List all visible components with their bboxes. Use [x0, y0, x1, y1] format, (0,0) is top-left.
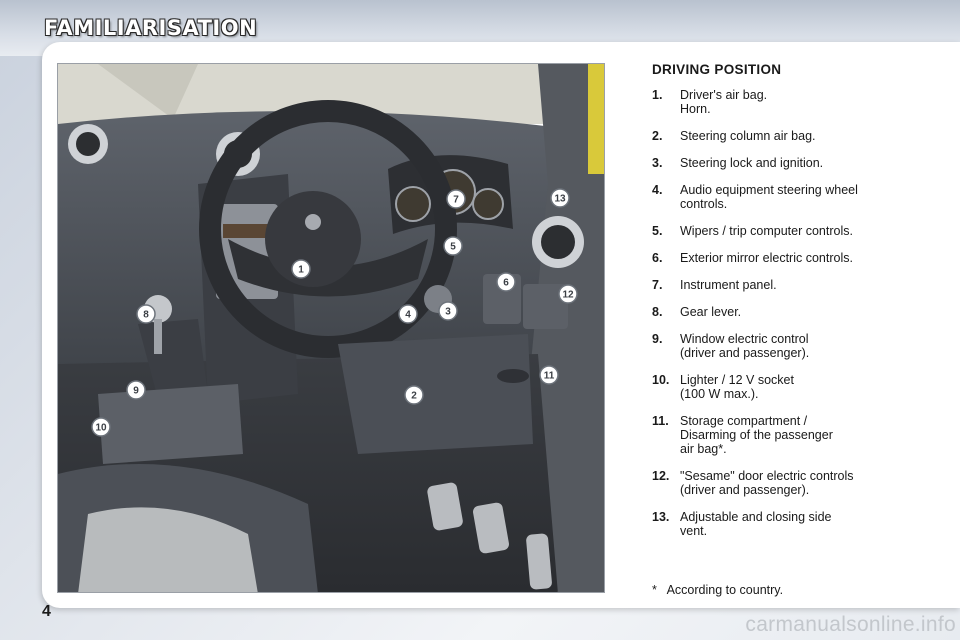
legend-item: [652, 414, 922, 456]
legend-text: Adjustable and closing side vent.: [680, 510, 832, 538]
right-gauge: [473, 189, 503, 219]
driving-position-photo: [57, 63, 605, 593]
callout-label: 9: [133, 385, 139, 397]
legend-number: 2.: [652, 129, 663, 143]
callout-marker: [292, 260, 310, 278]
gear-shaft: [154, 319, 162, 354]
watermark: carmanualsonline.info: [745, 613, 956, 636]
legend-item: [652, 332, 922, 360]
callout-label: 12: [562, 289, 574, 301]
legend-text: Steering column air bag.: [680, 129, 816, 143]
legend-number: 10.: [652, 373, 670, 387]
section-heading: DRIVING POSITION: [652, 62, 782, 77]
legend-text: Exterior mirror electric controls.: [680, 251, 853, 265]
legend-text: Driver's air bag. Horn.: [680, 88, 768, 116]
brand-badge: [305, 214, 321, 230]
glovebox-handle: [497, 369, 529, 383]
callout-marker: [399, 305, 417, 323]
callout-marker: [439, 302, 457, 320]
page-title: FAMILIARISATION: [44, 16, 258, 40]
legend-text: Lighter / 12 V socket (100 W max.).: [680, 373, 794, 401]
legend-number: 3.: [652, 156, 663, 170]
legend-text: Wipers / trip computer controls.: [680, 224, 853, 238]
legend-text: Window electric control (driver and passenger).: [680, 332, 810, 360]
callout-marker: [92, 418, 110, 436]
legend-number: 6.: [652, 251, 663, 265]
legend-list: [652, 88, 922, 538]
callout-label: 8: [143, 309, 149, 321]
legend-number: 7.: [652, 278, 663, 292]
legend-text: Audio equipment steering wheel controls.: [680, 183, 858, 211]
callout-label: 10: [95, 422, 107, 434]
legend-number: 5.: [652, 224, 663, 238]
legend-item: [652, 278, 922, 292]
legend-text: Gear lever.: [680, 305, 742, 319]
legend-item: [652, 510, 922, 538]
callout-marker: [444, 237, 462, 255]
callout-label: 7: [453, 194, 459, 206]
left-vent-grille: [76, 132, 100, 156]
legend-number: 13.: [652, 510, 670, 524]
legend-item: [652, 183, 922, 211]
legend-text: Steering lock and ignition.: [680, 156, 824, 170]
left-gauge: [396, 187, 430, 221]
legend-text: "Sesame" door electric controls (driver and passenger).: [680, 469, 854, 497]
audio-display: [223, 224, 271, 238]
steering-hub: [265, 191, 361, 287]
callout-marker: [540, 366, 558, 384]
legend-number: 8.: [652, 305, 663, 319]
legend-item: [652, 469, 922, 497]
callout-label: 11: [543, 370, 555, 382]
legend-number: 11.: [652, 414, 669, 428]
callout-label: 6: [503, 277, 509, 289]
legend-text: Instrument panel.: [680, 278, 777, 292]
yellow-body: [588, 64, 605, 174]
callout-marker: [551, 189, 569, 207]
legend-number: 12.: [652, 469, 670, 483]
legend-number: 1.: [652, 88, 663, 102]
callout-marker: [127, 381, 145, 399]
callout-label: 3: [445, 306, 451, 318]
legend-item: [652, 88, 922, 116]
footnote: * According to country.: [652, 583, 784, 597]
console-base: [98, 384, 243, 464]
callout-marker: [447, 190, 465, 208]
callout-label: 13: [554, 193, 566, 205]
page-number: 4: [42, 603, 51, 620]
dashboard-illustration: [58, 64, 605, 593]
callout-label: 1: [298, 264, 304, 276]
callout-label: 2: [411, 390, 417, 402]
legend-item: [652, 251, 922, 265]
callout-label: 4: [405, 309, 411, 321]
callout-marker: [405, 386, 423, 404]
legend-item: [652, 373, 922, 401]
legend-item: [652, 224, 922, 238]
legend-number: 9.: [652, 332, 663, 346]
legend-number: 4.: [652, 183, 663, 197]
legend-item: [652, 156, 922, 170]
callout-marker: [559, 285, 577, 303]
legend-item: [652, 305, 922, 319]
callout-marker: [497, 273, 515, 291]
callout-label: 5: [450, 241, 456, 253]
legend-text: Storage compartment / Disarming of the passenger air bag*.: [680, 414, 833, 456]
legend-item: [652, 129, 922, 143]
side-vent-grille: [541, 225, 575, 259]
glovebox: [338, 334, 533, 454]
callout-marker: [137, 305, 155, 323]
